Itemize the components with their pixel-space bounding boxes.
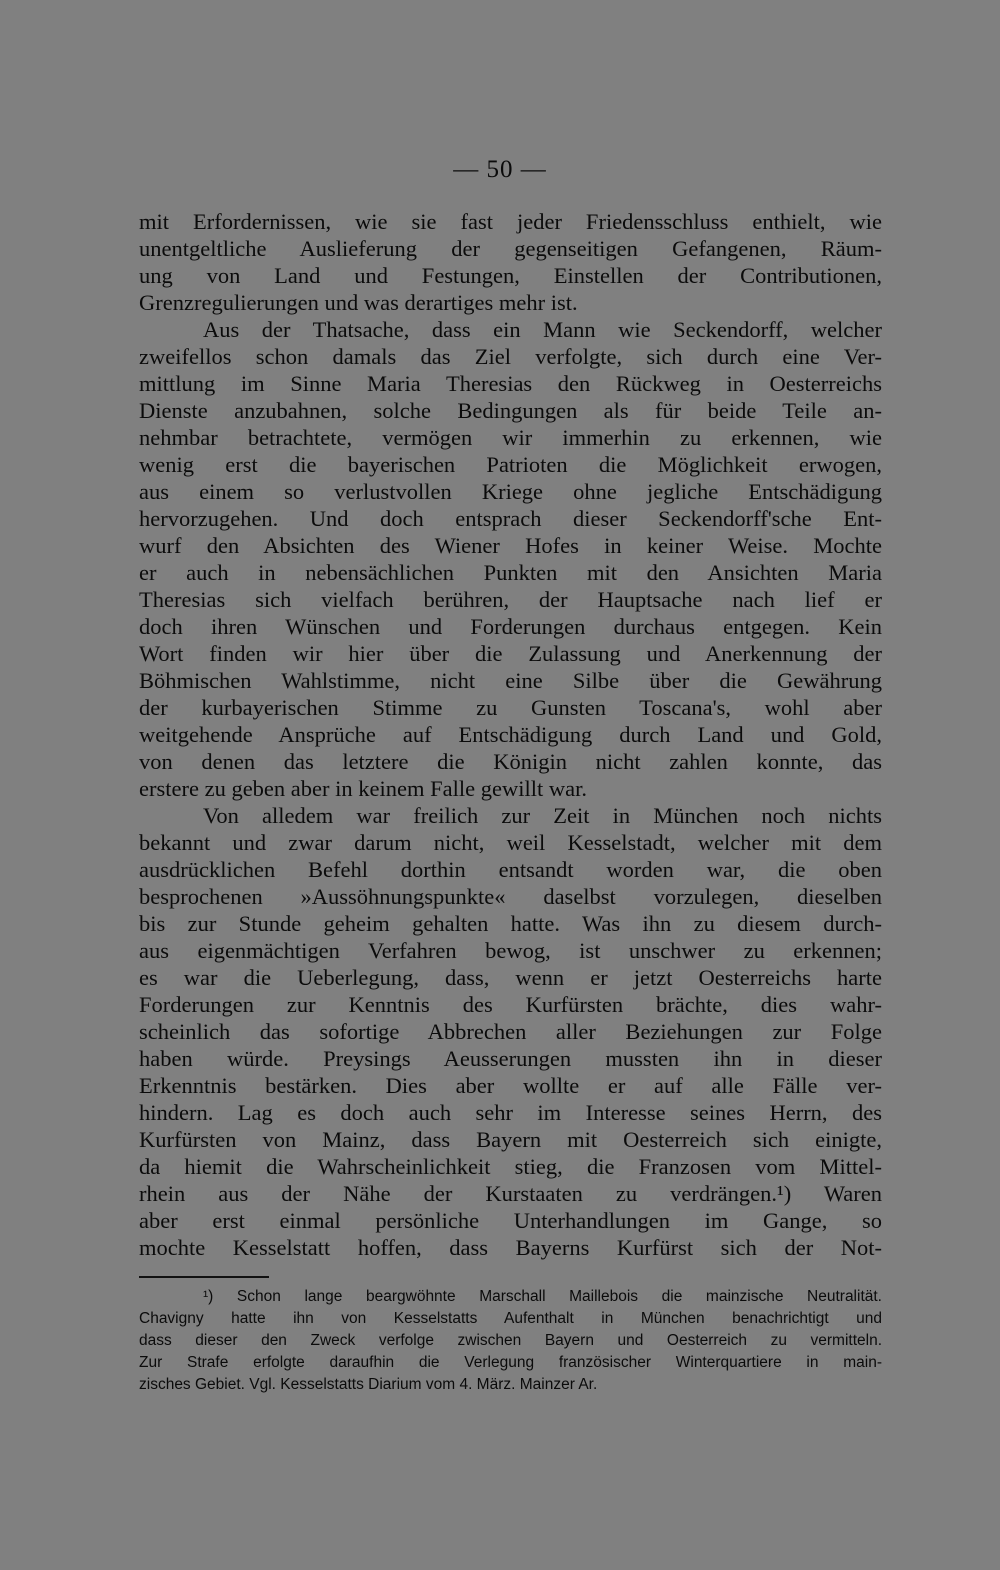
footnote-divider [139, 1276, 269, 1278]
footnote-line: zisches Gebiet. Vgl. Kesselstatts Diarium vom 4. März. Mainzer Ar. [139, 1376, 598, 1393]
text-line: aus eigenmächtigen Verfahren bewog, ist unschwer zu erkennen; [139, 938, 882, 963]
page-number: — 50 — [453, 156, 547, 183]
text-line: Böhmischen Wahlstimme, nicht eine Silbe über die Gewährung [139, 668, 882, 693]
footnote-line: Zur Strafe erfolgte daraufhin die Verlegung französischer Winterquartiere in main- [139, 1354, 882, 1371]
footnote-line: ¹) Schon lange beargwöhnte Marschall Maillebois die mainzische Neutralität. [203, 1288, 882, 1305]
text-line: es war die Ueberlegung, dass, wenn er jetzt Oesterreichs harte [139, 965, 882, 990]
text-line: unentgeltliche Auslieferung der gegenseitigen Gefangenen, Räum- [139, 236, 882, 261]
text-line: scheinlich das sofortige Abbrechen aller Beziehungen zur Folge [139, 1019, 882, 1044]
text-line: besprochenen »Aussöhnungspunkte« daselbst vorzulegen, dieselben [139, 884, 882, 909]
footnote [139, 1286, 882, 1396]
text-line: wurf den Absichten des Wiener Hofes in keiner Weise. Mochte [139, 533, 882, 558]
text-line: hervorzugehen. Und doch entsprach dieser Seckendorff'sche Ent- [139, 506, 882, 531]
text-line: Forderungen zur Kenntnis des Kurfürsten brächte, dies wahr- [139, 992, 882, 1017]
text-line: ausdrücklichen Befehl dorthin entsandt worden war, die oben [139, 857, 882, 882]
text-line: aber erst einmal persönliche Unterhandlungen im Gange, so [139, 1208, 882, 1233]
text-line: ung von Land und Festungen, Einstellen der Contributionen, [139, 263, 882, 288]
text-line: mit Erfordernissen, wie sie fast jeder Friedensschluss enthielt, wie [139, 209, 882, 234]
text-line: doch ihren Wünschen und Forderungen durchaus entgegen. Kein [139, 614, 882, 639]
text-line: erstere zu geben aber in keinem Falle gewillt war. [139, 776, 587, 801]
text-line: mittlung im Sinne Maria Theresias den Rückweg in Oesterreichs [139, 371, 882, 396]
text-line: von denen das letztere die Königin nicht zahlen konnte, das [139, 749, 882, 774]
text-line: Von alledem war freilich zur Zeit in München noch nichts [203, 803, 882, 828]
footnote-line: dass dieser den Zweck verfolge zwischen Bayern und Oesterreich zu vermitteln. [139, 1332, 882, 1349]
text-line: Wort finden wir hier über die Zulassung und Anerkennung der [139, 641, 882, 666]
text-line: weitgehende Ansprüche auf Entschädigung durch Land und Gold, [139, 722, 882, 747]
text-line: wenig erst die bayerischen Patrioten die Möglichkeit erwogen, [139, 452, 882, 477]
text-line: hindern. Lag es doch auch sehr im Interesse seines Herrn, des [139, 1100, 882, 1125]
text-line: aus einem so verlustvollen Kriege ohne jegliche Entschädigung [139, 479, 882, 504]
text-line: Dienste anzubahnen, solche Bedingungen als für beide Teile an- [139, 398, 882, 423]
text-line: mochte Kesselstatt hoffen, dass Bayerns Kurfürst sich der Not- [139, 1235, 882, 1260]
text-line: Theresias sich vielfach berühren, der Hauptsache nach lief er [139, 587, 882, 612]
text-line: bis zur Stunde geheim gehalten hatte. Was ihn zu diesem durch- [139, 911, 882, 936]
text-line: bekannt und zwar darum nicht, weil Kesselstadt, welcher mit dem [139, 830, 882, 855]
footnote-line: Chavigny hatte ihn von Kesselstatts Aufenthalt in München benachrichtigt und [139, 1310, 882, 1327]
text-line: Erkenntnis bestärken. Dies aber wollte er auf alle Fälle ver- [139, 1073, 882, 1098]
text-line: rhein aus der Nähe der Kurstaaten zu verdrängen.¹) Waren [139, 1181, 882, 1206]
text-line: er auch in nebensächlichen Punkten mit den Ansichten Maria [139, 560, 882, 585]
text-line: der kurbayerischen Stimme zu Gunsten Toscana's, wohl aber [139, 695, 882, 720]
main-text [139, 208, 882, 1261]
text-line: nehmbar betrachtete, vermögen wir immerhin zu erkennen, wie [139, 425, 882, 450]
text-line: Aus der Thatsache, dass ein Mann wie Seckendorff, welcher [203, 317, 882, 342]
text-line: Grenzregulierungen und was derartiges mehr ist. [139, 290, 578, 315]
text-line: da hiemit die Wahrscheinlichkeit stieg, die Franzosen vom Mittel- [139, 1154, 882, 1179]
text-line: haben würde. Preysings Aeusserungen mussten ihn in dieser [139, 1046, 882, 1071]
text-line: zweifellos schon damals das Ziel verfolgte, sich durch eine Ver- [139, 344, 882, 369]
text-line: Kurfürsten von Mainz, dass Bayern mit Oesterreich sich einigte, [139, 1127, 882, 1152]
